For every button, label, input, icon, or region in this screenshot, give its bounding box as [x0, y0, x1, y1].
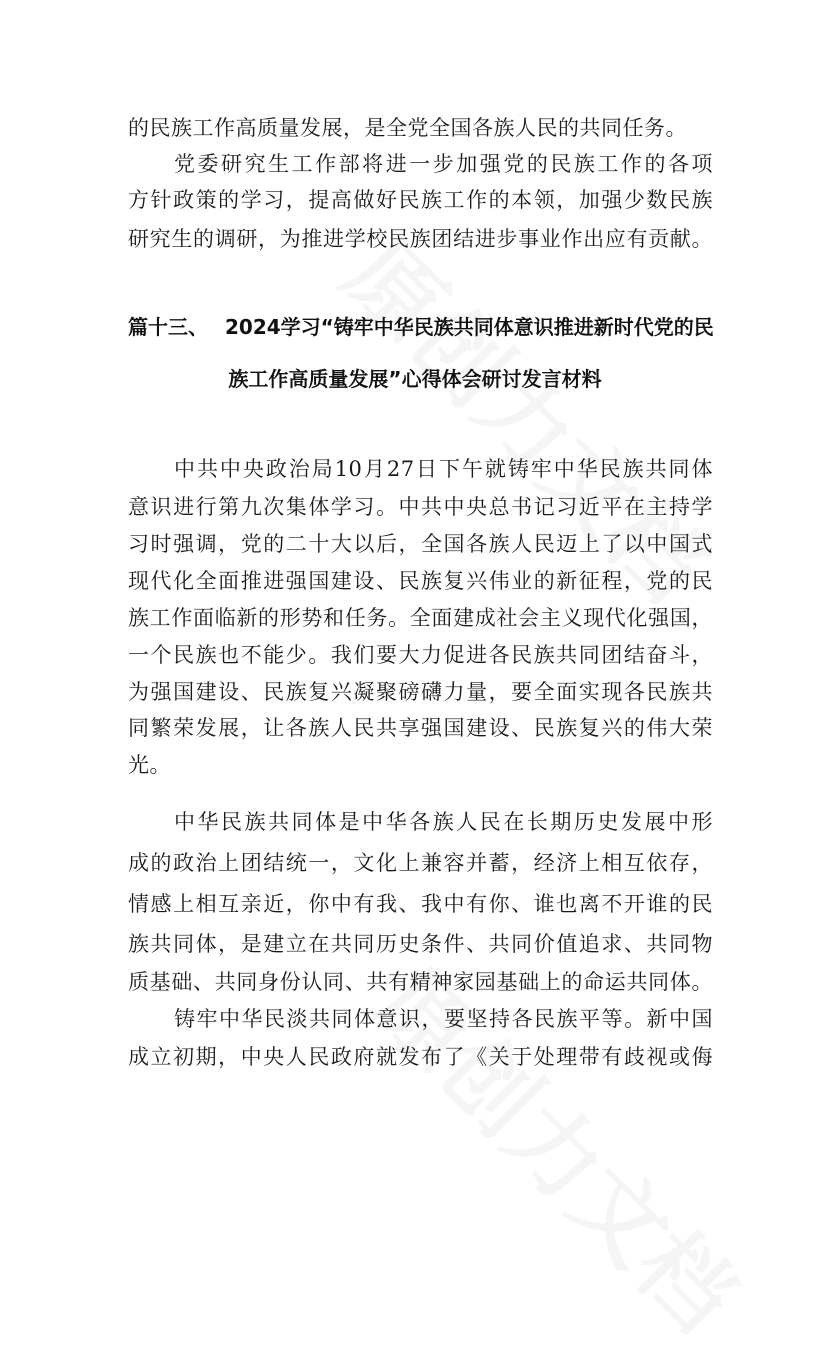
- paragraph-line: 方针政策的学习，提高做好民族工作的本领，加强少数民族: [128, 188, 713, 212]
- paragraph-line: 习时强调，党的二十大以后，全国各族人民迈上了以中国式: [128, 532, 713, 556]
- paragraph-line: 情感上相互亲近，你中有我、我中有你、谁也离不开谁的民: [128, 892, 713, 916]
- watermark: [321, 207, 740, 626]
- paragraph-line: 中华民族共同体是中华各族人民在长期历史发展中形: [174, 810, 713, 834]
- paragraph-line: 中共中央政治局10月27日下午就铸牢中华民族共同体: [174, 457, 713, 481]
- section-heading: 2024学习“铸牢中华民族共同体意识推进新时代党的民: [225, 315, 714, 339]
- paragraph-line: 党委研究生工作部将进一步加强党的民族工作的各项: [174, 152, 713, 176]
- paragraph-line: 族共同体，是建立在共同历史条件、共同价值追求、共同物: [128, 932, 713, 956]
- section-heading: 族工作高质量发展”心得体会研讨发言材料: [228, 367, 602, 391]
- paragraph-line: 铸牢中华民淡共同体意识，要坚持各民族平等。新中国: [174, 1007, 713, 1031]
- paragraph-line: 研究生的调研，为推进学校民族团结进步事业作出应有贡献。: [128, 227, 713, 251]
- paragraph-line: 成的政治上团结统一，文化上兼容并蓄，经济上相互依存，: [128, 851, 713, 875]
- paragraph-line: 质基础、共同身份认同、共有精神家园基础上的命运共同体。: [128, 970, 713, 994]
- paragraph-line: 族工作面临新的形势和任务。全面建成社会主义现代化强国，: [128, 606, 713, 630]
- paragraph-line: 成立初期，中央人民政府就发布了《关于处理带有歧视或侮: [128, 1045, 713, 1069]
- paragraph-line: 的民族工作高质量发展，是全党全国各族人民的共同任务。: [128, 116, 687, 140]
- paragraph-line: 同繁荣发展，让各族人民共享强国建设、民族复兴的伟大荣: [128, 716, 713, 740]
- section-heading-number: 篇十三、: [128, 315, 208, 339]
- paragraph-line: 光。: [128, 753, 171, 777]
- watermark: [351, 937, 770, 1355]
- paragraph-line: 为强国建设、民族复兴凝聚磅礴力量，要全面实现各民族共: [128, 680, 713, 704]
- paragraph-line: 现代化全面推进强国建设、民族复兴伟业的新征程，党的民: [128, 569, 713, 593]
- paragraph-line: 一个民族也不能少。我们要大力促进各民族共同团结奋斗，: [128, 643, 713, 667]
- paragraph-line: 意识进行第九次集体学习。中共中央总书记习近平在主持学: [128, 495, 713, 519]
